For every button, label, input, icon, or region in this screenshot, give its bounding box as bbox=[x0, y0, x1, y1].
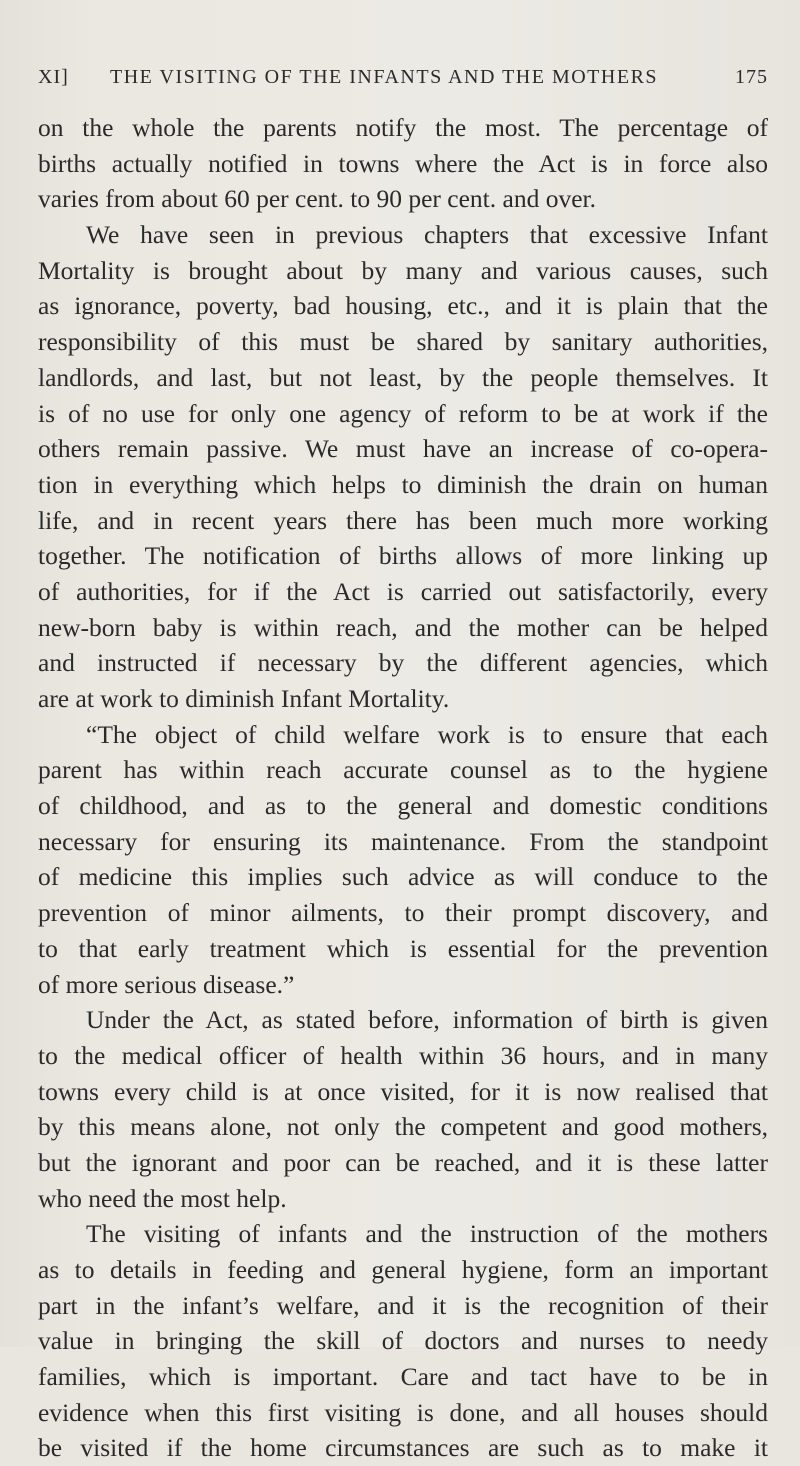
text-line: parent has within reach accurate counsel as to the hygiene bbox=[38, 755, 768, 785]
text-line: others remain passive. We must have an increase of co-opera- bbox=[38, 434, 768, 464]
text-line: families, which is important. Care and tact have to be in bbox=[38, 1362, 768, 1392]
running-title: THE VISITING OF THE INFANTS AND THE MOTHERS bbox=[110, 66, 659, 88]
text-line: but the ignorant and poor can be reached, and it is these latter bbox=[38, 1147, 768, 1177]
text-line: varies from about 60 per cent. to 90 per cent. and over. bbox=[38, 184, 596, 214]
text-line: of more serious disease.” bbox=[38, 969, 295, 999]
text-line: responsibility of this must be shared by sanitary authorities, bbox=[38, 327, 768, 357]
text-line: by this means alone, not only the competent and good mothers, bbox=[38, 1112, 768, 1142]
text-line: tion in everything which helps to diminish the drain on human bbox=[38, 469, 768, 499]
text-line: part in the infant’s welfare, and it is the recognition of their bbox=[38, 1290, 768, 1320]
running-header bbox=[38, 66, 768, 96]
text-line: to that early treatment which is essential for the prevention bbox=[38, 933, 768, 963]
text-line: “The object of child welfare work is to ensure that each bbox=[86, 719, 768, 749]
text-line: births actually notified in towns where the Act is in force also bbox=[38, 148, 768, 178]
text-line: evidence when this first visiting is done, and all houses should bbox=[38, 1397, 768, 1427]
page-number: 175 bbox=[735, 66, 768, 88]
text-line: are at work to diminish Infant Mortality. bbox=[38, 684, 450, 713]
text-line: prevention of minor ailments, to their prompt discovery, and bbox=[38, 898, 768, 928]
text-line: towns every child is at once visited, for it is now realised that bbox=[38, 1076, 768, 1106]
text-line: on the whole the parents notify the most. The percentage of bbox=[38, 113, 768, 142]
text-line: is of no use for only one agency of reform to be at work if the bbox=[38, 398, 768, 428]
text-line: together. The notification of births allows of more linking up bbox=[38, 541, 768, 571]
chapter-number: XI] bbox=[38, 66, 69, 88]
body-text bbox=[38, 110, 768, 1466]
text-line: new-born baby is within reach, and the mother can be helped bbox=[38, 612, 768, 642]
text-line: to the medical officer of health within 36 hours, and in many bbox=[38, 1040, 768, 1070]
text-line: of medicine this implies such advice as will conduce to the bbox=[38, 862, 768, 892]
text-line: and instructed if necessary by the different agencies, which bbox=[38, 648, 768, 678]
text-line: value in bringing the skill of doctors and nurses to needy bbox=[38, 1326, 768, 1356]
text-line: as ignorance, poverty, bad housing, etc., and it is plain that the bbox=[38, 291, 768, 321]
text-line: of childhood, and as to the general and domestic conditions bbox=[38, 791, 768, 821]
text-line: We have seen in previous chapters that excessive Infant bbox=[86, 220, 768, 250]
text-line: The visiting of infants and the instruction of the mothers bbox=[86, 1219, 768, 1249]
text-line: Under the Act, as stated before, information of birth is given bbox=[86, 1005, 768, 1035]
text-line: Mortality is brought about by many and various causes, such bbox=[38, 255, 768, 285]
text-line: be visited if the home circumstances are such as to make it bbox=[38, 1433, 768, 1463]
text-line: as to details in feeding and general hygiene, form an important bbox=[38, 1255, 768, 1284]
text-line: of authorities, for if the Act is carried out satisfactorily, every bbox=[38, 576, 768, 606]
text-line: necessary for ensuring its maintenance. From the standpoint bbox=[38, 826, 768, 856]
text-line: landlords, and last, but not least, by the people themselves. It bbox=[38, 362, 768, 392]
text-line: who need the most help. bbox=[38, 1183, 287, 1213]
text-line: life, and in recent years there has been much more working bbox=[38, 505, 768, 535]
